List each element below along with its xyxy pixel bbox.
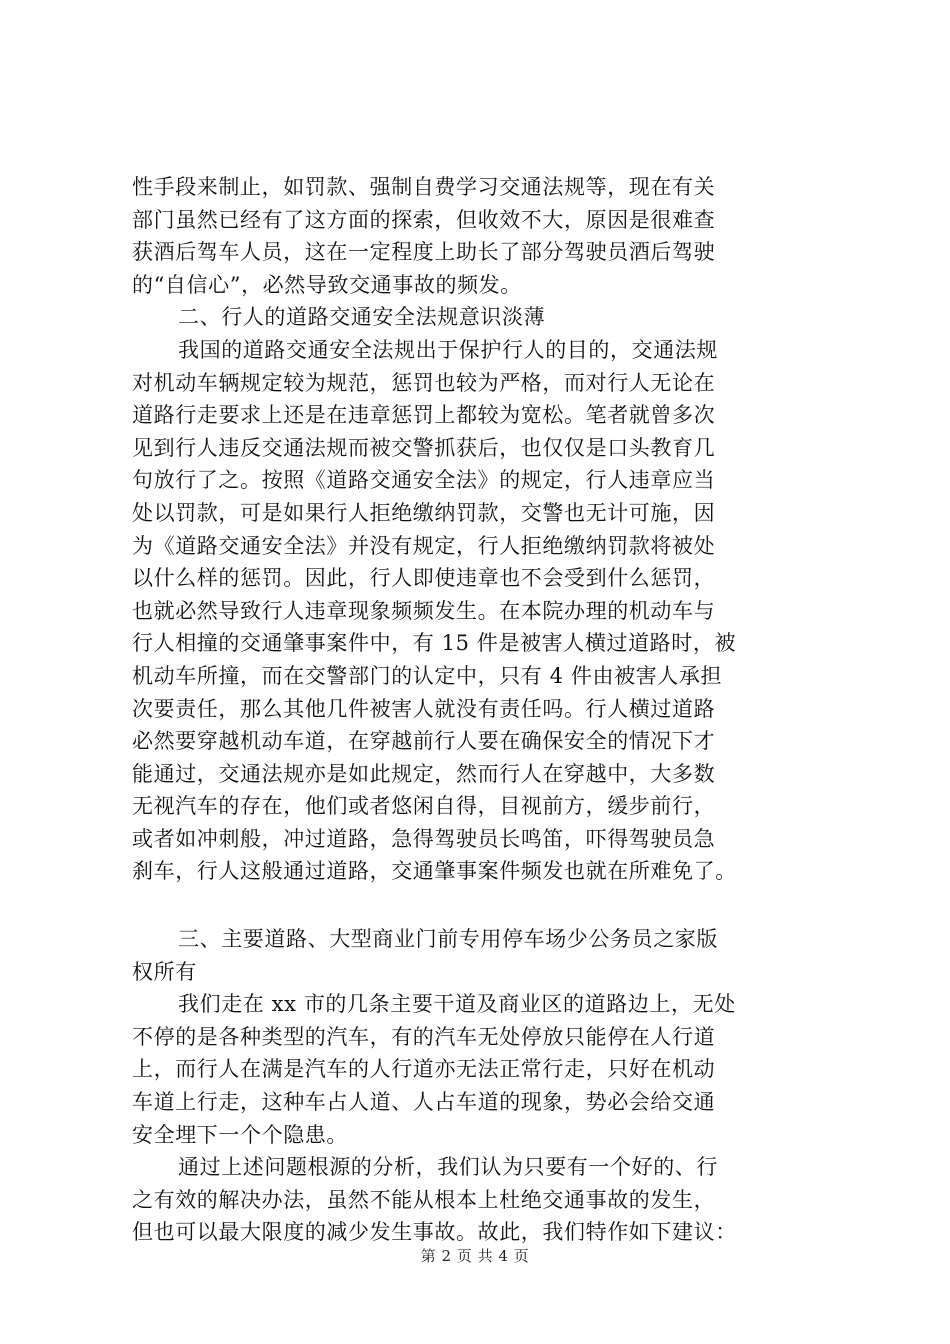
text-line: 安全埋下一个个隐患。 [132,1122,348,1147]
text-line: 必然要穿越机动车道，在穿越前行人要在确保安全的情况下才 [132,729,716,754]
text-line: 我国的道路交通安全法规出于保护行人的目的，交通法规 [178,337,718,362]
text-line: 能通过，交通法规亦是如此规定，然而行人在穿越中，大多数 [132,761,716,786]
page-number-footer: 第 2 页 共 4 页 [420,1247,530,1265]
section-heading-3: 三、主要道路、大型商业门前专用停车场少公务员之家版 [178,927,718,952]
text-line: 或者如冲刺般，冲过道路，急得驾驶员长鸣笛，吓得驾驶员急 [132,826,716,851]
text-line: 不停的是各种类型的汽车，有的汽车无处停放只能停在人行道 [132,1024,716,1049]
text-line: 机动车所撞，而在交警部门的认定中，只有 4 件由被害人承担 [132,663,723,688]
paragraph-gap [132,888,862,923]
text-line: 次要责任，那么其他几件被害人就没有责任吗。行人横过道路 [132,696,716,721]
text-line: 上，而行人在满是汽车的人行道亦无法正常行走，只好在机动 [132,1057,716,1082]
document-body [132,171,862,1249]
text-line: 刹车，行人这般通过道路，交通肇事案件频发也就在所难免了。 [132,859,737,884]
text-line: 获酒后驾车人员，这在一定程度上助长了部分驾驶员酒后驾驶 [132,240,716,265]
section-heading-3-continued: 权所有 [132,959,197,984]
text-line: 之有效的解决办法，虽然不能从根本上杜绝交通事故的发生， [132,1187,716,1212]
text-line: 为《道路交通安全法》并没有规定，行人拒绝缴纳罚款将被处 [132,533,716,558]
text-line: 行人相撞的交通肇事案件中，有 15 件是被害人横过道路时，被 [132,631,737,656]
text-line: 我们走在 xx 市的几条主要干道及商业区的道路边上，无处 [178,992,736,1017]
text-line: 性手段来制止，如罚款、强制自费学习交通法规等，现在有关 [132,175,716,199]
text-line: 部门虽然已经有了这方面的探索，但收效不大，原因是很难查 [132,207,716,232]
section-heading-2: 二、行人的道路交通安全法规意识淡薄 [178,305,546,330]
text-line: 的“自信心”，必然导致交通事故的频发。 [132,272,522,297]
text-line: 句放行了之。按照《道路交通安全法》的规定，行人违章应当 [132,468,716,493]
text-line: 道路行走要求上还是在违章惩罚上都较为宽松。笔者就曾多次 [132,403,716,428]
text-line: 以什么样的惩罚。因此，行人即使违章也不会受到什么惩罚， [132,566,716,591]
text-line: 见到行人违反交通法规而被交警抓获后，也仅仅是口头教育几 [132,435,716,460]
text-line: 车道上行走，这种车占人道、人占车道的现象，势必会给交通 [132,1090,716,1115]
text-line: 通过上述问题根源的分析，我们认为只要有一个好的、行 [178,1155,718,1180]
text-line: 也就必然导致行人违章现象频频发生。在本院办理的机动车与 [132,598,716,623]
text-line: 无视汽车的存在，他们或者悠闲自得，目视前方，缓步前行， [132,794,716,819]
text-line: 但也可以最大限度的减少发生事故。故此，我们特作如下建议： [132,1220,737,1245]
text-line: 对机动车辆规定较为规范，惩罚也较为严格，而对行人无论在 [132,370,716,395]
text-line: 处以罚款，可是如果行人拒绝缴纳罚款，交警也无计可施，因 [132,500,716,525]
